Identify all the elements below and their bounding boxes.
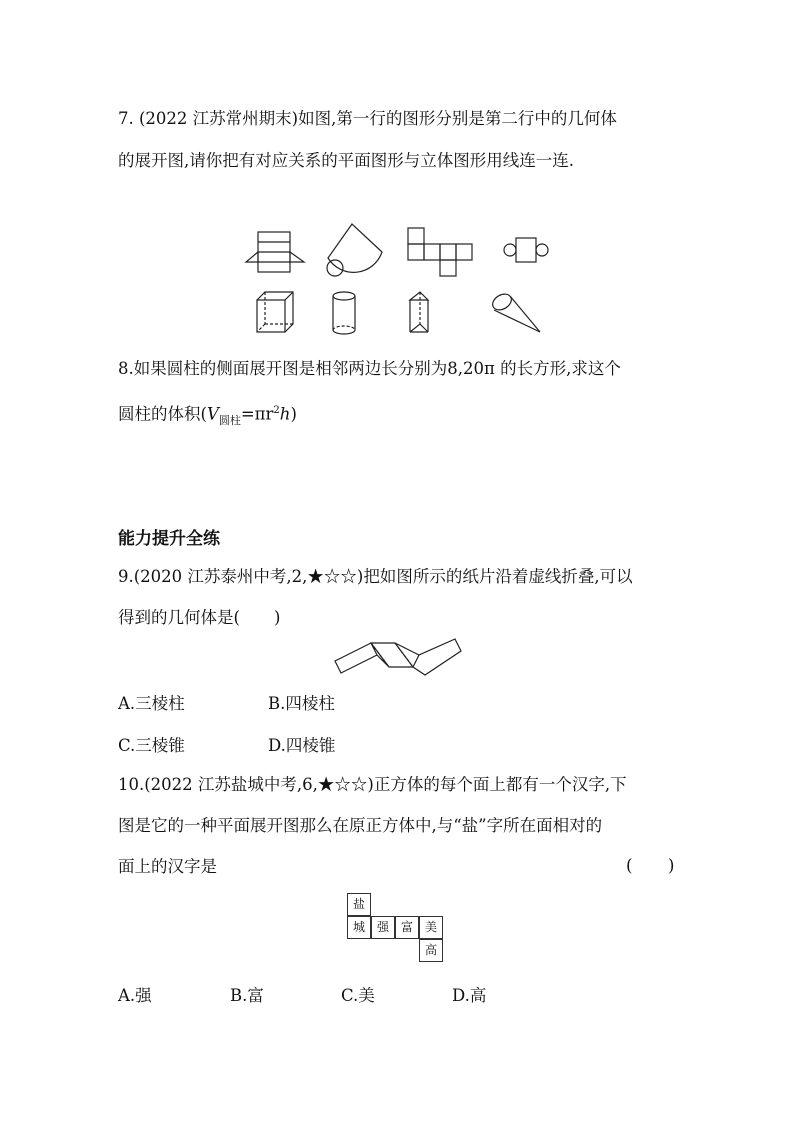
q9-option-c[interactable]: C.三棱锥 (118, 736, 185, 755)
q7-net-prism (244, 230, 308, 274)
q9-text-line2 (118, 607, 280, 629)
q10-option-b[interactable]: B.富 (230, 986, 264, 1005)
q10-option-a[interactable]: A.强 (118, 986, 152, 1005)
q8-formula-sub: 圆柱 (218, 413, 241, 427)
q10-text-line2: 图是它的一种平面展开图那么在原正方体中,与“盐”字所在面相对的 (118, 816, 603, 835)
net-cell-mei: 美 (419, 916, 443, 939)
q9-text-line1: 9.(2020 江苏泰州中考,2,★☆☆)把如图所示的纸片沿着虚线折叠,可以 (118, 567, 633, 586)
q10-text-line3: 面上的汉字是 (118, 857, 217, 876)
q7-text-line1: 7. (2022 江苏常州期末)如图,第一行的图形分别是第二行中的几何体 (118, 109, 617, 128)
q8-formula-v: V (206, 404, 219, 424)
q7-solid-cylinder (330, 290, 358, 338)
q9-text-main: 得到的几何体是( (118, 608, 240, 627)
q9-option-d[interactable]: D.四棱锥 (268, 736, 336, 755)
q8-text-line1: 8.如果圆柱的侧面展开图是相邻两边长分别为8,20π 的长方形,求这个 (118, 359, 621, 378)
net-cell-cheng: 城 (347, 916, 371, 939)
net-cell-yan: 盐 (347, 893, 371, 916)
q9-option-b[interactable]: B.四棱柱 (268, 694, 335, 713)
net-cell-qiang: 强 (371, 916, 395, 939)
q7-solid-triangular-prism (406, 290, 434, 338)
q10-paren-open: ( (626, 856, 633, 875)
net-cell-fu: 富 (395, 916, 419, 939)
q10-option-d[interactable]: D.高 (452, 986, 487, 1005)
q7-text-line2: 的展开图,请你把有对应关系的平面图形与立体图形用线连一连. (118, 151, 574, 170)
q8-formula-eq: =πr (240, 404, 274, 424)
q7-net-cylinder (502, 234, 552, 268)
q7-solid-cone (488, 292, 544, 336)
q10-paren-close: ) (668, 856, 675, 875)
q7-solid-cube (255, 290, 297, 334)
q9-folding-paper (333, 637, 463, 677)
q8-text-prefix: 圆柱的体积( (118, 404, 207, 424)
q7-net-cube (406, 226, 476, 280)
q8-formula-h: h (279, 404, 291, 424)
section-title: 能力提升全练 (118, 529, 220, 549)
q10-option-c[interactable]: C.美 (341, 986, 375, 1005)
net-cell-gao: 高 (419, 939, 443, 962)
q8-text-suffix: ) (290, 404, 297, 424)
q9-option-a[interactable]: A.三棱柱 (118, 694, 185, 713)
q7-net-cone (322, 222, 386, 278)
q10-text-line1: 10.(2022 江苏盐城中考,6,★☆☆)正方体的每个面上都有一个汉字,下 (118, 775, 627, 794)
q8-text-line2 (118, 400, 297, 432)
q9-paren-close: ) (273, 608, 281, 627)
q8-formula-sup: 2 (273, 405, 280, 416)
